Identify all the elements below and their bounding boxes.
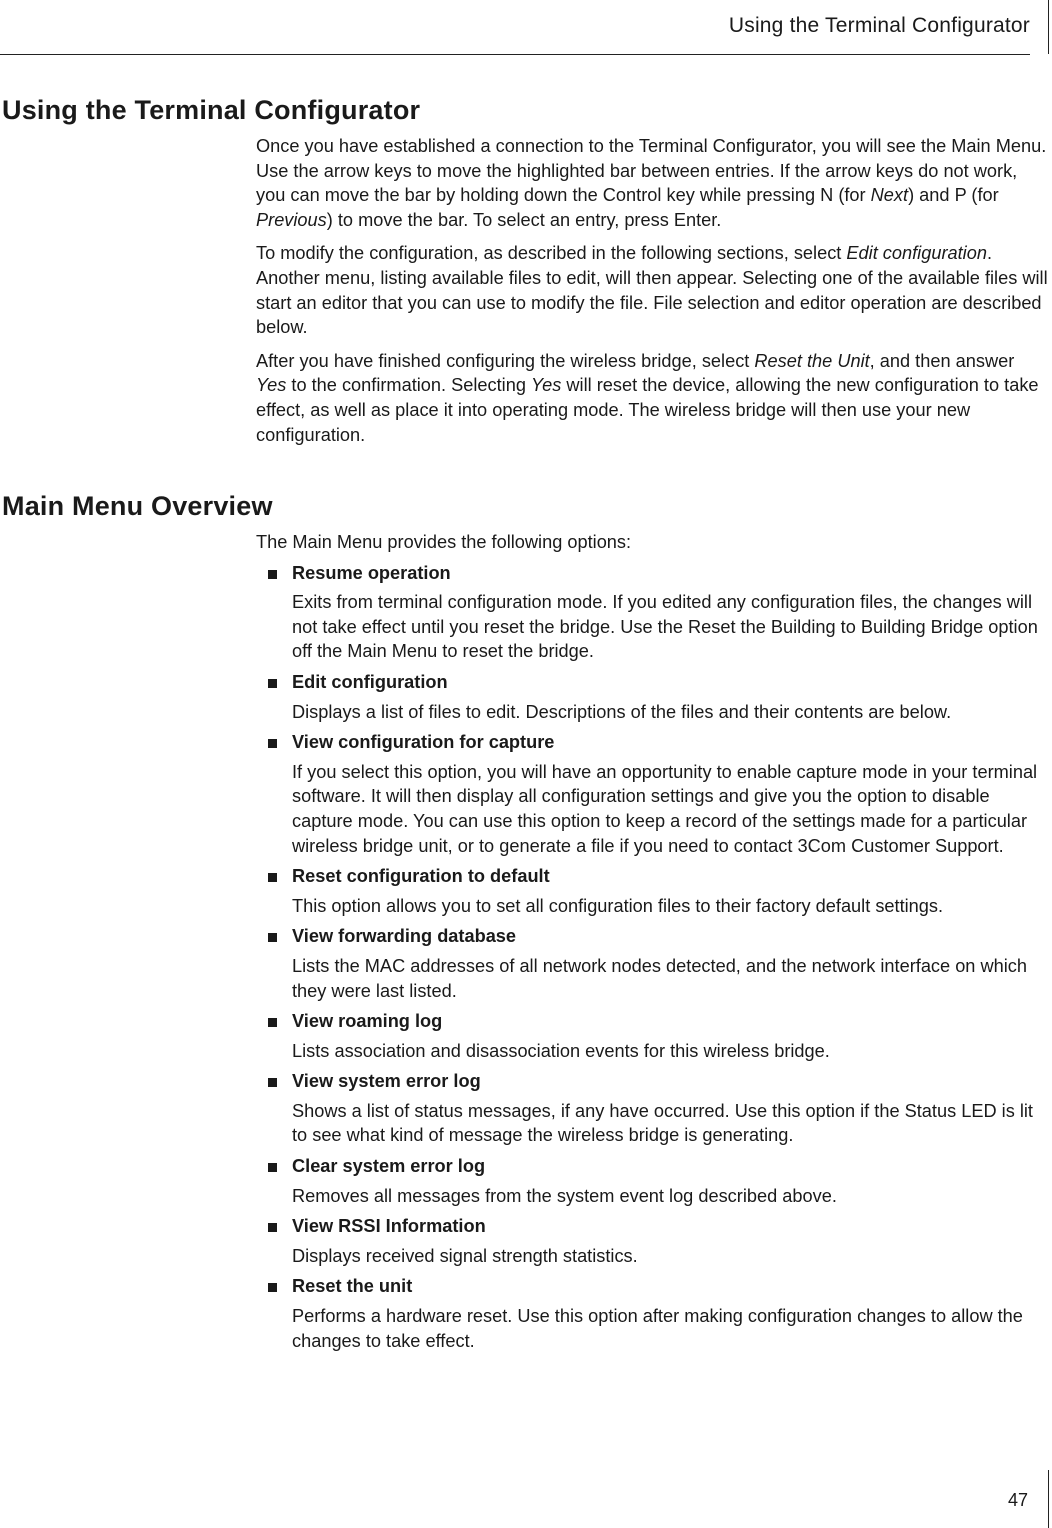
- list-item: View RSSI Information Displays received signal strength statistics.: [256, 1214, 1048, 1268]
- bullet-icon: [268, 1163, 277, 1172]
- bullet-icon: [268, 739, 277, 748]
- paragraph-navigation: Once you have established a connection to the Terminal Configurator, you will see the Main Menu. Use the arrow keys to move the highlighted bar between entries. If the arrow keys do not work, you can move the bar by holding down the Control key while pressing N (for Next) and P (for Previous) to move the bar. To select an entry, press Enter.: [256, 136, 1047, 230]
- paragraph-intro: The Main Menu provides the following options:: [256, 532, 632, 552]
- footer-margin-line: [1048, 1470, 1049, 1528]
- list-item: Clear system error log Removes all messages from the system event log described above.: [256, 1154, 1048, 1208]
- section-heading-main-menu-overview: Main Menu Overview: [2, 491, 273, 521]
- list-item: Edit configuration Displays a list of files to edit. Descriptions of the files and their contents are below.: [256, 670, 1048, 724]
- paragraph-edit-configuration: To modify the configuration, as described in the following sections, select Edit configuration. Another menu, listing available files to edit, will then appear. Selecting one of the available files will start an editor that you can use to modify the file. File selection and editor operation are described below.: [256, 243, 1048, 338]
- list-item: Reset configuration to default This option allows you to set all configuration files to their factory default settings.: [256, 864, 1048, 918]
- main-menu-options-list: [256, 561, 1048, 1354]
- list-item: View configuration for capture If you select this option, you will have an opportunity to enable capture mode in your terminal software. It will then display all configuration settings and give you the option to disable capture mode. You can use this option to keep a record of the settings made for a particular wireless bridge unit, or to generate a file if you need to contact 3Com Customer Support.: [256, 730, 1048, 858]
- bullet-icon: [268, 1223, 277, 1232]
- list-item: View forwarding database Lists the MAC addresses of all network nodes detected, and the network interface on which they were last listed.: [256, 924, 1048, 1003]
- bullet-icon: [268, 1283, 277, 1292]
- list-item: Reset the unit Performs a hardware reset. Use this option after making configuration changes to allow the changes to take effect.: [256, 1274, 1048, 1353]
- bullet-icon: [268, 1018, 277, 1027]
- paragraph-reset-unit: After you have finished configuring the wireless bridge, select Reset the Unit, and then answer Yes to the confirmation. Selecting Yes will reset the device, allowing the new configuration to take effect, as well as place it into operating mode. The wireless bridge will then use your new configuration.: [256, 350, 1039, 445]
- section-body-main-menu-overview: [256, 530, 1048, 1359]
- section-body-terminal-configurator: [256, 134, 1048, 456]
- list-item: View system error log Shows a list of status messages, if any have occurred. Use this option if the Status LED is lit to see what kind of message the wireless bridge is generating.: [256, 1069, 1048, 1148]
- bullet-icon: [268, 933, 277, 942]
- header-margin-line: [1048, 0, 1049, 54]
- list-item: View roaming log Lists association and disassociation events for this wireless bridge.: [256, 1009, 1048, 1063]
- bullet-icon: [268, 873, 277, 882]
- section-heading-terminal-configurator: Using the Terminal Configurator: [2, 95, 421, 125]
- bullet-icon: [268, 679, 277, 688]
- bullet-icon: [268, 570, 277, 579]
- running-header: Using the Terminal Configurator: [728, 14, 1030, 37]
- bullet-icon: [268, 1078, 277, 1087]
- list-item: Resume operation Exits from terminal configuration mode. If you edited any configuration files, the changes will not take effect until you reset the bridge. Use the Reset the Building to Building Bridge option off the Main Menu to reset the bridge.: [256, 561, 1048, 664]
- page-number: 47: [1007, 1490, 1028, 1510]
- header-rule: [0, 54, 1030, 55]
